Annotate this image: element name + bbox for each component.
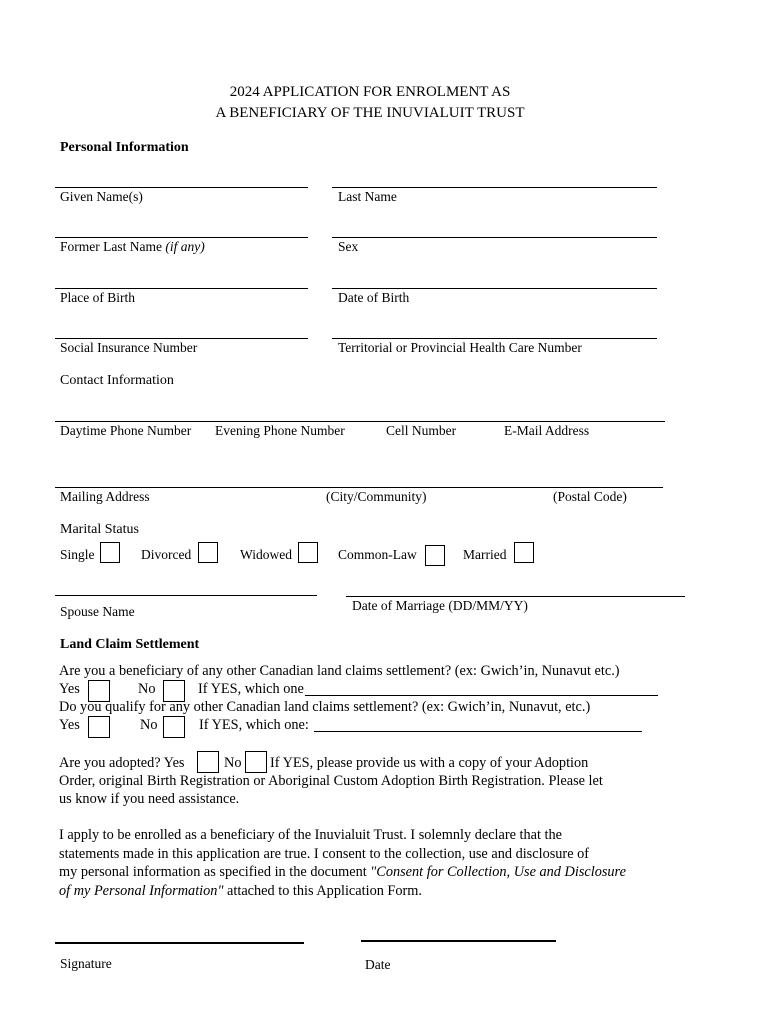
date-label: Date [365, 957, 391, 972]
given-names-field[interactable] [55, 187, 308, 188]
declaration-line-4: of my Personal Information" attached to this Application Form. [59, 882, 422, 899]
divorced-label: Divorced [141, 547, 192, 562]
widowed-label: Widowed [240, 547, 292, 562]
adopted-no-label: No [224, 755, 242, 771]
date-field[interactable] [361, 940, 556, 942]
cell-number-label: Cell Number [386, 423, 457, 438]
declaration-line-2: statements made in this application are true. I consent to the collection, use and disclosure of [59, 845, 590, 862]
married-checkbox[interactable] [514, 542, 534, 563]
former-last-name-note: (if any) [165, 239, 205, 254]
last-name-label: Last Name [338, 189, 397, 204]
email-label: E-Mail Address [504, 423, 590, 438]
declaration-line-1: I apply to be enrolled as a beneficiary of the Inuvialuit Trust. I solemnly declare that the [59, 827, 563, 843]
evening-phone-label: Evening Phone Number [215, 423, 345, 438]
q2-yes-label: Yes [59, 717, 80, 733]
q1-yes-label: Yes [59, 681, 80, 697]
land-claim-heading: Land Claim Settlement [60, 637, 200, 652]
sex-field[interactable] [332, 237, 657, 238]
mailing-address-label: Mailing Address [60, 489, 150, 504]
place-of-birth-field[interactable] [55, 288, 308, 289]
personal-info-heading: Personal Information [60, 140, 189, 155]
consent-document-title-end: of my Personal Information" [59, 882, 224, 899]
former-last-name-label: Former Last Name (if any) [60, 239, 205, 254]
mailing-address-field[interactable] [55, 487, 663, 488]
spouse-name-field[interactable] [55, 595, 317, 596]
form-title-line2: A BENEFICIARY OF THE INUVIALUIT TRUST [215, 105, 525, 121]
q1-which-one-field[interactable] [305, 695, 658, 696]
daytime-phone-label: Daytime Phone Number [60, 423, 192, 438]
q2-no-checkbox[interactable] [163, 716, 185, 738]
city-label: (City/Community) [326, 489, 427, 504]
q2-if-yes-label: If YES, which one: [199, 717, 309, 733]
land-claim-question-1: Are you a beneficiary of any other Canadian land claims settlement? (ex: Gwich’in, Nunavut etc.) [59, 663, 620, 679]
q1-if-yes-label: If YES, which one [198, 681, 304, 697]
contact-info-heading: Contact Information [60, 373, 174, 388]
q1-no-label: No [138, 681, 156, 697]
consent-document-title: "Consent for Collection, Use and Disclosure [370, 864, 626, 880]
widowed-checkbox[interactable] [298, 542, 318, 563]
q2-which-one-field[interactable] [314, 731, 642, 732]
single-label: Single [60, 547, 95, 562]
adopted-question: Are you adopted? Yes [59, 755, 185, 771]
sin-label: Social Insurance Number [60, 340, 198, 355]
adopted-no-checkbox[interactable] [245, 751, 267, 773]
adopted-text-3: us know if you need assistance. [59, 791, 240, 807]
q2-yes-checkbox[interactable] [88, 716, 110, 738]
declaration-line-3: my personal information as specified in the document "Consent for Collection, Use and Disclosure [59, 864, 626, 880]
divorced-checkbox[interactable] [198, 542, 218, 563]
common-law-label: Common-Law [338, 547, 417, 562]
adopted-text-2: Order, original Birth Registration or Aboriginal Custom Adoption Birth Registration. Please let [59, 773, 603, 789]
date-of-marriage-label: Date of Marriage (DD/MM/YY) [352, 598, 528, 613]
declaration-paragraph [59, 826, 659, 900]
adopted-yes-checkbox[interactable] [197, 751, 219, 773]
sex-label: Sex [338, 239, 359, 254]
phone-email-field[interactable] [55, 421, 665, 422]
signature-field[interactable] [55, 942, 304, 944]
health-card-label: Territorial or Provincial Health Care Number [338, 340, 582, 355]
given-names-label: Given Name(s) [60, 189, 143, 204]
health-card-field[interactable] [332, 338, 657, 339]
former-last-name-field[interactable] [55, 237, 308, 238]
adopted-text-1: If YES, please provide us with a copy of your Adoption [270, 755, 589, 771]
q2-no-label: No [140, 717, 158, 733]
date-of-marriage-field[interactable] [346, 596, 685, 597]
sin-field[interactable] [55, 338, 308, 339]
date-of-birth-label: Date of Birth [338, 290, 410, 305]
signature-label: Signature [60, 956, 112, 971]
land-claim-question-2: Do you qualify for any other Canadian land claims settlement? (ex: Gwich’in, Nunavut, etc.) [59, 699, 591, 715]
place-of-birth-label: Place of Birth [60, 290, 135, 305]
common-law-checkbox[interactable] [425, 545, 445, 566]
married-label: Married [463, 547, 507, 562]
form-title-line1: 2024 APPLICATION FOR ENROLMENT AS [229, 84, 511, 100]
spouse-name-label: Spouse Name [60, 604, 135, 619]
last-name-field[interactable] [332, 187, 657, 188]
postal-code-label: (Postal Code) [553, 489, 627, 504]
single-checkbox[interactable] [100, 542, 120, 563]
marital-status-heading: Marital Status [60, 522, 139, 537]
date-of-birth-field[interactable] [332, 288, 657, 289]
